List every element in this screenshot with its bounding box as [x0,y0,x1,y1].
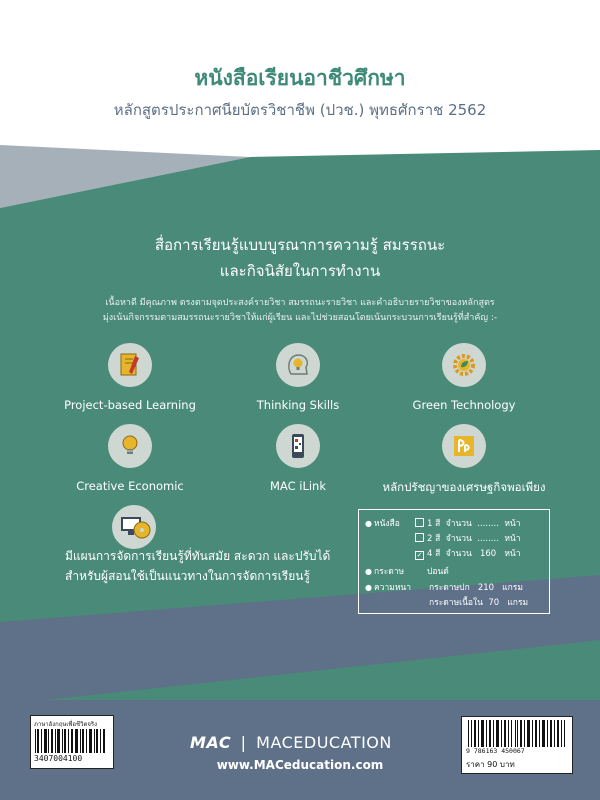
computer-disc-icon [112,505,156,549]
head-lightbulb-icon [276,343,320,387]
checkbox-4color-checked: ✓ [416,551,423,559]
brand-name: MACEDUCATION [256,733,392,752]
specs-row-4color: ✓ 4 สี จำนวน 160 หน้า [416,549,521,559]
gear-leaf-icon [442,343,486,387]
specs-row-1color: 1 สี จำนวน ........ หน้า [415,516,521,530]
brand-logo: MAC | MACEDUCATION [190,733,392,752]
feature-thinking-skills [203,343,393,412]
lesson-plan-text [65,546,355,586]
feature-label: Project-based Learning [64,398,196,412]
feature-creative-economic [35,424,225,493]
checkbox-1color [415,518,424,527]
price-label: ราคา 90 บาท [466,760,515,769]
lesson-plan-line1: มีแผนการจัดการเรียนรู้ที่ทันสมัย สะดวก และปรับได้ [65,549,331,563]
description-line1: เนื้อหาดี มีคุณภาพ ตรงตามจุดประสงค์รายวิชา สมรรถนะรายวิชา และคำอธิบายรายวิชาของหลักสูตร [105,298,495,308]
specs-thickness-label: ความหนา [373,583,412,593]
isbn-barcode [468,720,566,747]
feature-sufficiency-economy [369,424,559,497]
code-caption: ภาษาอังกฤษเพื่อชีวิตจริง [34,721,98,728]
isbn-barcode-box [461,716,573,774]
lightbulb-icon [108,424,152,468]
specs-paper-label: กระดาษ [373,567,405,577]
book-title: หนังสือเรียนอาชีวศึกษา [194,66,406,90]
specs-paper-value: ปอนด์ [427,567,449,577]
specs-row-2color: 2 สี จำนวน ........ หน้า [415,531,521,545]
code-barcode [35,729,107,753]
checkbox-2color [415,533,424,542]
pencil-notebook-icon [108,343,152,387]
brand-mark: MAC [190,733,232,752]
description-line2: มุ่งเน้นกิจกรรมตามสมรรถนะรายวิชาให้แก่ผู้เรียน และไปช่วยสอนโดยเน้นกระบวนการเรียนรู้ที่สำคัญ :- [102,313,498,323]
specs-pages-label: หนังสือ [373,519,400,529]
feature-label: หลักปรัชญาของเศรษฐกิจพอเพียง [382,480,546,494]
headline-line1: สื่อการเรียนรู้แบบบูรณาการความรู้ สมรรถนะ [154,236,446,254]
lesson-plan-line2: สำหรับผู้สอนใช้เป็นแนวทางในการจัดการเรียนรู้ [65,569,310,583]
feature-label: Creative Economic [76,479,184,493]
feature-label: Thinking Skills [256,398,340,412]
feature-label: MAC iLink [269,479,327,493]
specs-inner-row: กระดาษเนื้อใน 70 แกรม [429,598,529,608]
feature-label: Green Technology [412,398,516,412]
isbn-digits: 9 786163 450067 [466,747,525,755]
feature-project-based-learning [35,343,225,412]
smartphone-qr-icon [276,424,320,468]
feature-mac-ilink [203,424,393,493]
product-code: 3407004100 [34,754,83,763]
sufficiency-economy-icon [442,424,486,468]
book-subtitle: หลักสูตรประกาศนียบัตรวิชาชีพ (ปวช.) พุทธศักราช 2562 [113,101,487,119]
feature-green-technology [369,343,559,412]
headline-line2: และกิจนิสัยในการทำงาน [219,262,381,280]
book-specs-box: ● หนังสือ 1 สี จำนวน ........ หน้า 2 สี จำนวน ........ หน้า ✓ 4 สี จำนวน 160 หน้า ● กระดาษ ปอนด์ ● ความหนา กระดาษปก 210 แกรม กระดาษเนื้อใน 70 แกรม [358,509,550,614]
specs-cover-row: กระดาษปก 210 แกรม [429,583,523,593]
website-url: www.MACeducation.com [216,758,384,772]
